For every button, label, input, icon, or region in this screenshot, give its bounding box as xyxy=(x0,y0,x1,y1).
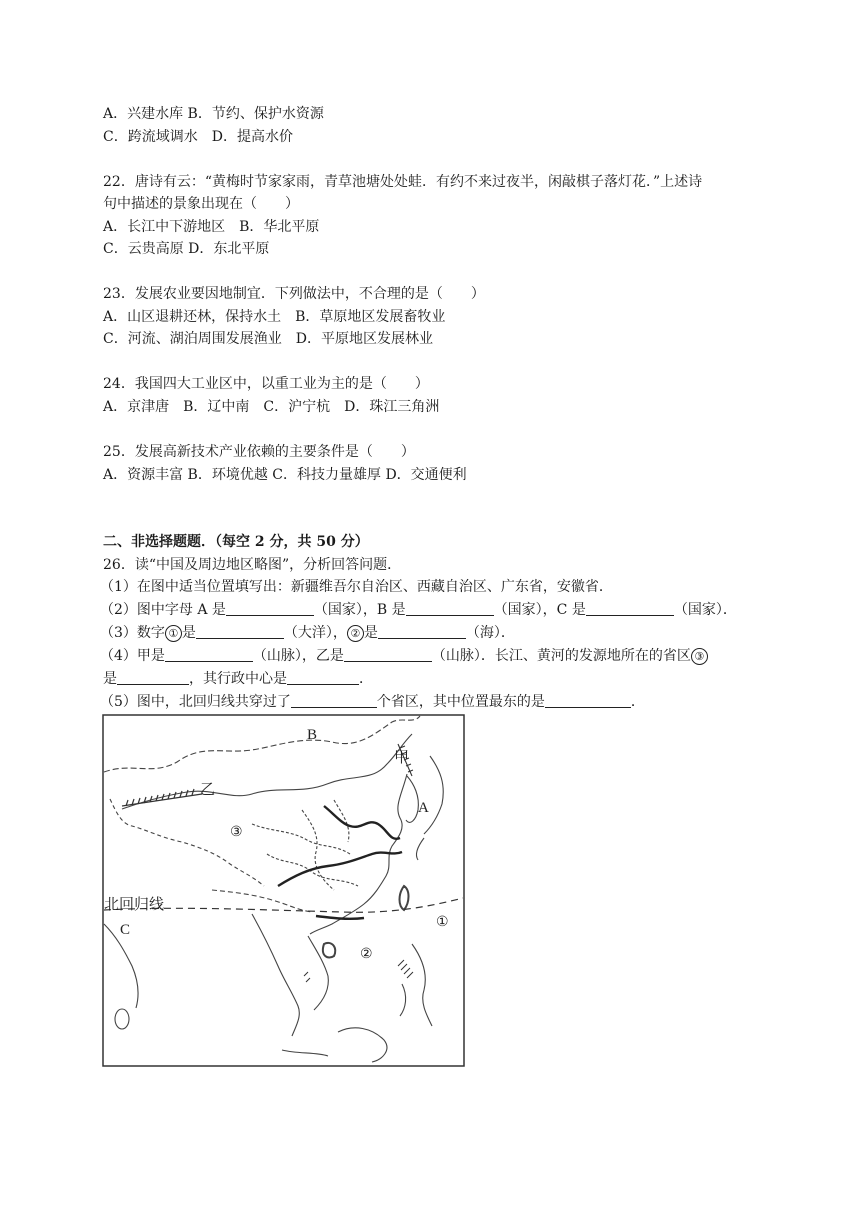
answer-blank-c[interactable] xyxy=(586,601,674,616)
circled-number-3: ③ xyxy=(691,648,708,665)
q26-part3 xyxy=(100,624,515,642)
q22-option-b: B．华北平原 xyxy=(239,219,320,235)
q23-options-line1 xyxy=(103,308,445,326)
circled-number-1: ① xyxy=(165,625,182,642)
answer-blank-east[interactable] xyxy=(545,693,631,708)
map-label-circle-2: ② xyxy=(360,947,373,962)
circled-number-2: ② xyxy=(347,625,364,642)
q21-option-c: C．跨流域调水 xyxy=(103,129,198,145)
q21-option-d: D．提高水价 xyxy=(211,129,293,145)
q22-options-line2: C．云贵高原 D．东北平原 xyxy=(103,241,270,257)
q24-option-a: A．京津唐 xyxy=(103,399,170,415)
china-map-figure xyxy=(102,714,465,1067)
answer-blank-count[interactable] xyxy=(291,693,377,708)
q26-part4-text-c: （山脉）．长江、黄河的发源地所在的省区 xyxy=(431,648,691,664)
answer-blank-capital[interactable] xyxy=(287,670,359,685)
answer-blank-yi[interactable] xyxy=(344,647,432,662)
q26-part4-line2 xyxy=(103,670,373,688)
q26-part3-text-d: 是 xyxy=(363,625,378,641)
q23-option-d: D．平原地区发展林业 xyxy=(295,331,433,347)
q21-options-line1: A．兴建水库 B．节约、保护水资源 xyxy=(103,106,324,122)
q26-part2-text-d: （国家）． xyxy=(673,602,737,618)
q23-option-b: B．草原地区发展畜牧业 xyxy=(295,309,446,325)
answer-blank-jia[interactable] xyxy=(165,647,253,662)
q26-part2 xyxy=(100,601,737,619)
q24-options xyxy=(103,398,439,416)
q22-stem-line2: 句中描述的景象出现在（ ） xyxy=(103,196,299,212)
q23-option-c: C．河流、湖泊周围发展渔业 xyxy=(103,331,282,347)
answer-blank-b[interactable] xyxy=(406,601,494,616)
q24-option-b: B．辽中南 xyxy=(183,399,250,415)
q23-option-a: A．山区退耕还林，保持水土 xyxy=(103,309,282,325)
q26-part2-text-b: （国家），B 是 xyxy=(313,602,406,618)
q25-options: A．资源丰富 B．环境优越 C．科技力量雄厚 D．交通便利 xyxy=(103,467,467,483)
q24-option-c: C．沪宁杭 xyxy=(263,399,331,415)
q22-options-line1 xyxy=(103,218,319,236)
map-label-a: A xyxy=(418,800,429,816)
answer-blank-sea[interactable] xyxy=(378,624,466,639)
q26-part3-text-c: （大洋）， xyxy=(283,625,347,641)
q26-stem: 26．读“中国及周边地区略图”，分析回答问题． xyxy=(103,557,402,573)
q26-part5 xyxy=(100,693,645,711)
q26-part4-text-b: （山脉），乙是 xyxy=(252,648,344,664)
q26-part2-text-a: （2）图中字母 A 是 xyxy=(100,602,226,618)
q26-part4-line2-text-a: 是 xyxy=(103,671,117,687)
q26-part3-text-b: 是 xyxy=(181,625,196,641)
map-frame xyxy=(103,715,464,1066)
q23-options-line2 xyxy=(103,330,433,348)
q22-option-a: A．长江中下游地区 xyxy=(103,219,226,235)
answer-blank-a[interactable] xyxy=(226,601,314,616)
section2-heading: 二、非选择题题．（每空 2 分，共 50 分） xyxy=(103,534,369,550)
q26-part3-text-e: （海）． xyxy=(465,625,515,641)
q26-part2-text-c: （国家），C 是 xyxy=(493,602,586,618)
q24-stem: 24．我国四大工业区中，以重工业为主的是（ ） xyxy=(103,376,429,392)
q22-stem-line1: 22．唐诗有云：“黄梅时节家家雨，青草池塘处处蛙．有约不来过夜半，闲敲棋子落灯花．”上述诗 xyxy=(103,174,703,190)
map-label-circle-1: ① xyxy=(436,915,449,930)
q26-part4 xyxy=(100,647,708,665)
q26-part4-line2-text-b: ，其行政中心是 xyxy=(189,671,287,687)
q26-part3-text-a: （3）数字 xyxy=(100,625,165,641)
q21-options-line2 xyxy=(103,128,293,146)
map-label-jia: 甲 xyxy=(394,750,410,766)
answer-blank-ocean[interactable] xyxy=(196,624,284,639)
q26-part4-line2-text-c: ． xyxy=(359,671,373,687)
q23-stem: 23．发展农业要因地制宜．下列做法中，不合理的是（ ） xyxy=(103,286,485,302)
q26-part1: （1）在图中适当位置填写出：新疆维吾尔自治区、西藏自治区、广东省，安徽省． xyxy=(100,579,613,595)
map-label-b: B xyxy=(307,727,318,743)
q24-option-d: D．珠江三角洲 xyxy=(344,399,440,415)
q25-stem: 25．发展高新技术产业依赖的主要条件是（ ） xyxy=(103,444,415,460)
map-label-tropic: 北回归线 xyxy=(104,897,165,913)
answer-blank-province[interactable] xyxy=(117,670,189,685)
map-label-circle-3: ③ xyxy=(230,825,243,840)
map-label-yi: 乙 xyxy=(200,782,216,798)
map-label-c: C xyxy=(120,922,131,938)
q26-part5-text-c: ． xyxy=(630,694,645,710)
q26-part5-text-a: （5）图中，北回归线共穿过了 xyxy=(100,694,291,710)
q26-part4-text-a: （4）甲是 xyxy=(100,648,165,664)
q26-part5-text-b: 个省区，其中位置最东的是 xyxy=(376,694,545,710)
